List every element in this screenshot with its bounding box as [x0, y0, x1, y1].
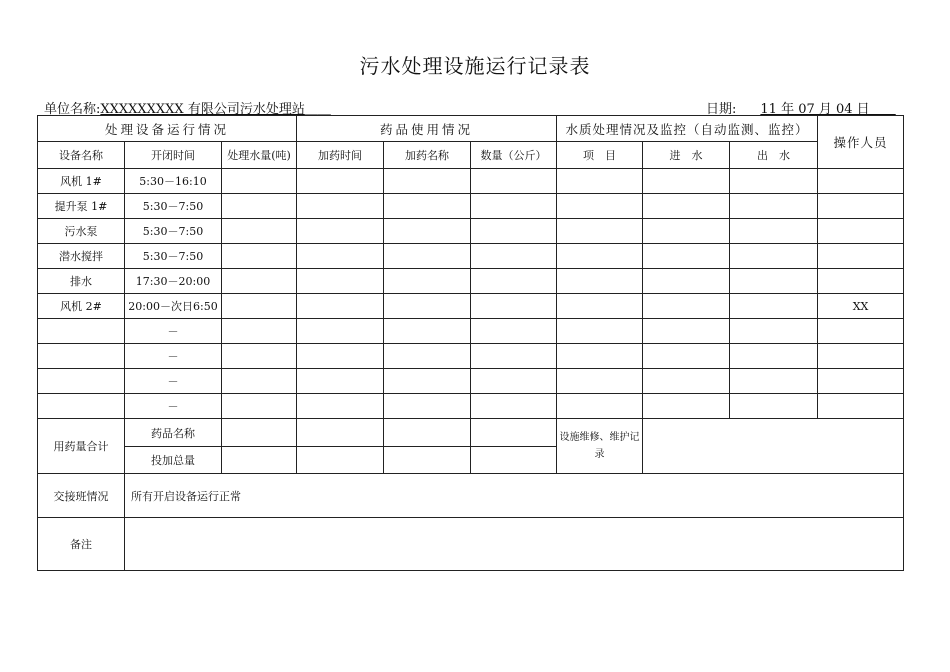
open-close-time-cell[interactable]: 5:30－7:50	[125, 219, 222, 244]
header-col-dosing-time: 加药时间	[297, 142, 384, 169]
summary-total-cell[interactable]	[222, 447, 297, 474]
data-cell[interactable]	[557, 319, 643, 344]
date-label: 日期:	[706, 102, 737, 117]
data-cell[interactable]	[471, 169, 557, 194]
data-cell[interactable]	[557, 219, 643, 244]
data-cell[interactable]	[730, 169, 818, 194]
data-cell[interactable]	[384, 194, 471, 219]
summary-drug-name-cell[interactable]	[384, 419, 471, 447]
unit-name: XXXXXXXXX 有限公司污水处理站	[100, 102, 305, 117]
data-cell[interactable]	[471, 294, 557, 319]
data-cell[interactable]	[384, 369, 471, 394]
data-cell[interactable]	[730, 294, 818, 319]
data-cell[interactable]	[297, 344, 384, 369]
data-cell[interactable]	[730, 194, 818, 219]
data-cell[interactable]	[471, 344, 557, 369]
data-cell[interactable]	[471, 269, 557, 294]
handover-label: 交接班情况	[38, 474, 125, 518]
page-title: 污水处理设施运行记录表	[359, 54, 591, 78]
table-row	[38, 169, 904, 194]
operator-cell[interactable]	[818, 244, 904, 269]
summary-total-label: 投加总量	[125, 447, 222, 474]
operator-cell[interactable]	[818, 319, 904, 344]
table-row	[38, 319, 904, 344]
table-row	[38, 394, 904, 419]
equipment-name-cell[interactable]: 风机 2#	[38, 294, 125, 319]
summary-drug-name-label: 药品名称	[125, 419, 222, 447]
open-close-time-cell[interactable]: 5:30－16:10	[125, 169, 222, 194]
summary-drug-name-cell[interactable]	[297, 419, 384, 447]
open-close-time-cell[interactable]: －	[125, 319, 222, 344]
operator-cell[interactable]	[818, 394, 904, 419]
data-cell[interactable]	[643, 344, 730, 369]
data-cell[interactable]	[222, 244, 297, 269]
data-cell[interactable]	[384, 244, 471, 269]
header-col-quantity: 数量（公斤）	[471, 142, 557, 169]
data-cell[interactable]	[643, 269, 730, 294]
equipment-name-cell[interactable]	[38, 319, 125, 344]
data-cell[interactable]	[384, 319, 471, 344]
table-row	[38, 344, 904, 369]
header-col-item: 项 目	[557, 142, 643, 169]
data-cell[interactable]	[384, 294, 471, 319]
data-cell[interactable]	[643, 369, 730, 394]
data-cell[interactable]	[471, 369, 557, 394]
data-cell[interactable]	[730, 394, 818, 419]
summary-total-cell[interactable]	[297, 447, 384, 474]
open-close-time-cell[interactable]: 17:30－20:00	[125, 269, 222, 294]
data-cell[interactable]	[222, 369, 297, 394]
handover-row	[38, 474, 904, 518]
summary-drug-name-cell[interactable]	[222, 419, 297, 447]
header-col-open-close-time: 开闭时间	[125, 142, 222, 169]
header-water-group: 水质处理情况及监控（自动监测、监控）	[557, 116, 818, 142]
summary-row-drug	[38, 419, 904, 447]
equipment-name-cell[interactable]: 提升泵 1#	[38, 194, 125, 219]
operator-cell[interactable]	[818, 219, 904, 244]
data-cell[interactable]	[222, 294, 297, 319]
open-close-time-cell[interactable]: －	[125, 394, 222, 419]
handover-value[interactable]: 所有开启设备运行正常	[125, 474, 904, 518]
data-cell[interactable]	[557, 169, 643, 194]
data-cell[interactable]	[297, 269, 384, 294]
data-cell[interactable]	[643, 194, 730, 219]
data-cell[interactable]	[222, 394, 297, 419]
header-col-equipment-name: 设备名称	[38, 142, 125, 169]
data-cell[interactable]	[730, 319, 818, 344]
header-row-groups	[38, 116, 904, 142]
equipment-name-cell[interactable]: 排水	[38, 269, 125, 294]
data-cell[interactable]	[222, 219, 297, 244]
remarks-row	[38, 518, 904, 571]
equipment-name-cell[interactable]	[38, 344, 125, 369]
data-cell[interactable]	[297, 294, 384, 319]
summary-label: 用药量合计	[38, 419, 125, 474]
open-close-time-cell[interactable]: 5:30－7:50	[125, 194, 222, 219]
data-cell[interactable]	[222, 269, 297, 294]
data-cell[interactable]	[730, 219, 818, 244]
data-cell[interactable]	[557, 369, 643, 394]
data-cell[interactable]	[471, 244, 557, 269]
operator-cell[interactable]	[818, 194, 904, 219]
equipment-name-cell[interactable]	[38, 394, 125, 419]
data-cell[interactable]	[643, 219, 730, 244]
data-cell[interactable]	[384, 394, 471, 419]
header-col-water-volume: 处理水量(吨)	[222, 142, 297, 169]
header-col-drug-name: 加药名称	[384, 142, 471, 169]
data-cell[interactable]	[557, 394, 643, 419]
data-cell[interactable]	[643, 294, 730, 319]
header-col-inflow: 进 水	[643, 142, 730, 169]
operator-cell[interactable]	[818, 169, 904, 194]
summary-drug-name-cell[interactable]	[471, 419, 557, 447]
operator-cell[interactable]: XX	[818, 294, 904, 319]
data-cell[interactable]	[297, 394, 384, 419]
data-cell[interactable]	[643, 394, 730, 419]
equipment-name-cell[interactable]: 污水泵	[38, 219, 125, 244]
remarks-value[interactable]	[125, 518, 904, 571]
table-row	[38, 294, 904, 319]
maintenance-record-cell[interactable]	[643, 419, 904, 474]
table-row	[38, 244, 904, 269]
header-chemical-group: 药品使用情况	[297, 116, 557, 142]
data-cell[interactable]	[730, 244, 818, 269]
data-cell[interactable]	[384, 219, 471, 244]
data-cell[interactable]	[643, 244, 730, 269]
date-value: 11 年 07 月 04 日＿＿	[760, 102, 896, 117]
maintenance-label: 设施维修、维护记录	[557, 419, 643, 474]
open-close-time-cell[interactable]: 5:30－7:50	[125, 244, 222, 269]
remarks-label: 备注	[38, 518, 125, 571]
open-close-time-cell[interactable]: －	[125, 369, 222, 394]
data-cell[interactable]	[557, 194, 643, 219]
data-cell[interactable]	[384, 269, 471, 294]
header-equipment-group: 处理设备运行情况	[38, 116, 297, 142]
data-cell[interactable]	[222, 169, 297, 194]
operator-cell[interactable]	[818, 269, 904, 294]
data-cell[interactable]	[730, 369, 818, 394]
data-cell[interactable]	[297, 219, 384, 244]
data-cell[interactable]	[471, 394, 557, 419]
equipment-name-cell[interactable]: 风机 1#	[38, 169, 125, 194]
data-cell[interactable]	[730, 269, 818, 294]
data-cell[interactable]	[222, 319, 297, 344]
data-cell[interactable]	[730, 344, 818, 369]
open-close-time-cell[interactable]: －	[125, 344, 222, 369]
operator-cell[interactable]	[818, 369, 904, 394]
data-cell[interactable]	[297, 169, 384, 194]
operator-cell[interactable]	[818, 344, 904, 369]
summary-total-cell[interactable]	[384, 447, 471, 474]
data-cell[interactable]	[297, 194, 384, 219]
data-cell[interactable]	[297, 244, 384, 269]
equipment-name-cell[interactable]	[38, 369, 125, 394]
header-row-columns	[38, 142, 904, 169]
summary-total-cell[interactable]	[471, 447, 557, 474]
data-cell[interactable]	[471, 319, 557, 344]
data-cell[interactable]	[557, 344, 643, 369]
data-cell[interactable]	[557, 294, 643, 319]
data-cell[interactable]	[643, 169, 730, 194]
data-cell[interactable]	[557, 269, 643, 294]
data-cell[interactable]	[471, 194, 557, 219]
data-cell[interactable]	[643, 319, 730, 344]
table-row	[38, 219, 904, 244]
table-row	[38, 194, 904, 219]
data-cell[interactable]	[297, 319, 384, 344]
table-row	[38, 369, 904, 394]
header-operator: 操作人员	[818, 116, 904, 169]
unit-label: 单位名称:	[44, 102, 101, 117]
data-cell[interactable]	[384, 344, 471, 369]
data-cell[interactable]	[557, 244, 643, 269]
unit-trail: ＿＿	[304, 102, 331, 117]
open-close-time-cell[interactable]: 20:00－次日6:50	[125, 294, 222, 319]
header-col-outflow: 出 水	[730, 142, 818, 169]
equipment-name-cell[interactable]: 潜水搅拌	[38, 244, 125, 269]
data-cell[interactable]	[384, 169, 471, 194]
data-cell[interactable]	[297, 369, 384, 394]
data-cell[interactable]	[222, 194, 297, 219]
data-cell[interactable]	[222, 344, 297, 369]
data-cell[interactable]	[471, 219, 557, 244]
record-table	[37, 115, 904, 571]
table-row	[38, 269, 904, 294]
